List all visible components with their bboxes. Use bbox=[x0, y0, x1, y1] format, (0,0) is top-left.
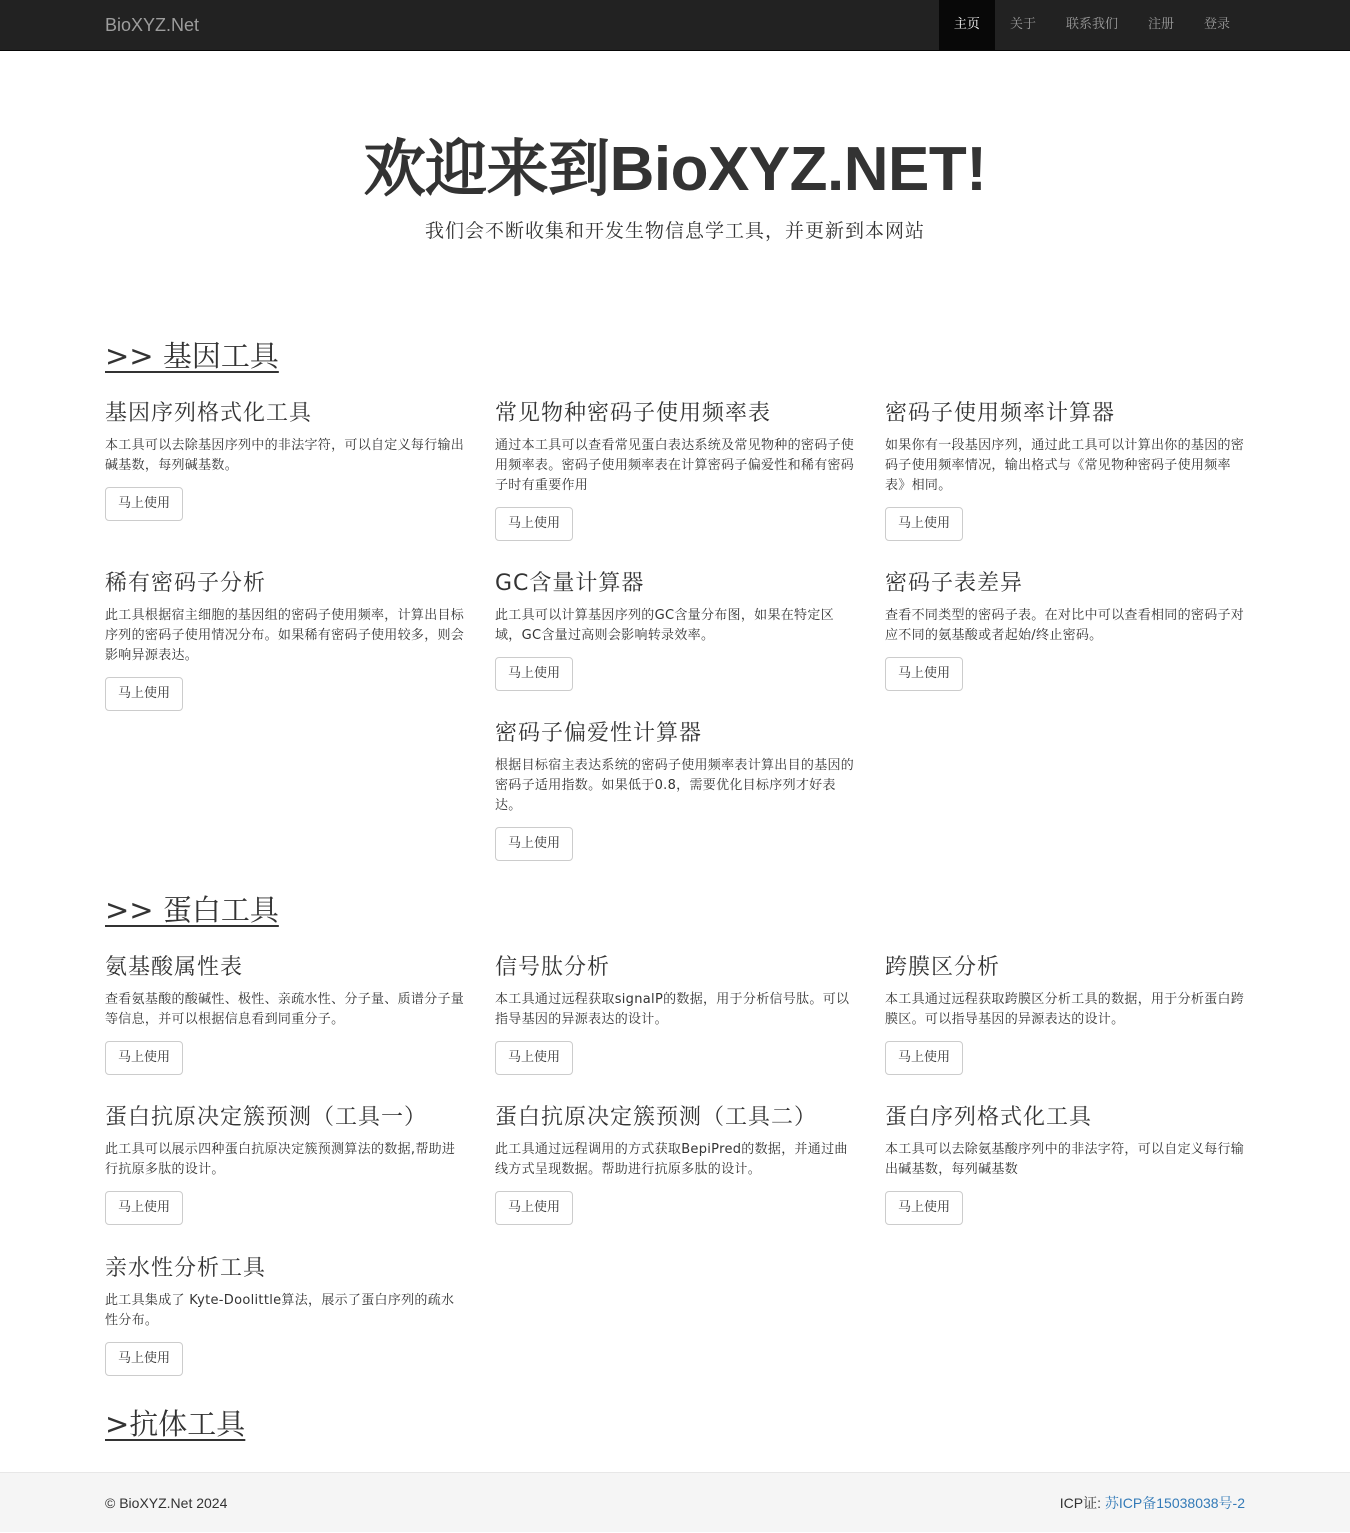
tool-title: 基因序列格式化工具 bbox=[105, 401, 313, 426]
tool-title: 常见物种密码子使用频率表 bbox=[495, 401, 772, 426]
tool-card bbox=[105, 569, 465, 711]
tool-title: GC含量计算器 bbox=[495, 571, 645, 596]
tool-title: 亲水性分析工具 bbox=[105, 1256, 267, 1281]
footer bbox=[0, 1472, 1350, 1532]
tool-description: 通过本工具可以查看常见蛋白表达系统及常见物种的密码子使用频率表。密码子使用频率表在计算密码子偏爱性和稀有密码子时有重要作用 bbox=[495, 438, 855, 493]
tool-card bbox=[885, 953, 1245, 1075]
tool-title: 氨基酸属性表 bbox=[105, 955, 244, 980]
tool-title: 密码子表差异 bbox=[885, 571, 1024, 596]
tool-description: 查看氨基酸的酸碱性、极性、亲疏水性、分子量、质谱分子量等信息，并可以根据信息看到同重分子。 bbox=[105, 992, 465, 1027]
use-now-button[interactable]: 马上使用 bbox=[105, 1041, 183, 1075]
tool-description: 查看不同类型的密码子表。在对比中可以查看相同的密码子对应不同的氨基酸或者起始/终止密码。 bbox=[885, 608, 1245, 643]
use-now-button[interactable]: 马上使用 bbox=[495, 1041, 573, 1075]
use-now-button[interactable]: 马上使用 bbox=[495, 507, 573, 541]
tool-title: 信号肽分析 bbox=[495, 955, 611, 980]
tool-card bbox=[105, 399, 465, 521]
nav-item-login[interactable]: 登录 bbox=[1203, 17, 1230, 32]
use-now-button[interactable]: 马上使用 bbox=[885, 1191, 963, 1225]
tool-title: 蛋白抗原决定簇预测（工具一） bbox=[105, 1105, 428, 1130]
tool-card bbox=[885, 569, 1245, 691]
section-title-gene: >> 基因工具 bbox=[105, 339, 279, 373]
use-now-button[interactable]: 马上使用 bbox=[105, 1342, 183, 1376]
tool-description: 本工具可以去除氨基酸序列中的非法字符，可以自定义每行输出碱基数，每列碱基数 bbox=[885, 1142, 1245, 1177]
icp-link[interactable]: 苏ICP备15038038号-2 bbox=[1104, 1495, 1245, 1511]
use-now-button[interactable]: 马上使用 bbox=[105, 487, 183, 521]
tool-description: 此工具通过远程调用的方式获取BepiPred的数据，并通过曲线方式呈现数据。帮助进行抗原多肽的设计。 bbox=[495, 1142, 848, 1177]
footer-copyright: © BioXYZ.Net 2024 bbox=[105, 1495, 228, 1511]
nav-item-register[interactable]: 注册 bbox=[1147, 17, 1174, 32]
tool-card bbox=[495, 953, 855, 1075]
tool-title: 蛋白序列格式化工具 bbox=[885, 1105, 1093, 1130]
section-title-antibody: >抗体工具 bbox=[105, 1407, 246, 1441]
brand-link[interactable]: BioXYZ.Net bbox=[105, 15, 200, 35]
tool-description: 本工具可以去除基因序列中的非法字符，可以自定义每行输出碱基数，每列碱基数。 bbox=[105, 438, 465, 473]
tool-card bbox=[105, 1103, 465, 1225]
tool-card bbox=[105, 953, 465, 1075]
hero-title: 欢迎来到BioXYZ.NET! bbox=[363, 135, 987, 204]
tool-description: 此工具可以计算基因序列的GC含量分布图，如果在特定区域，GC含量过高则会影响转录效率。 bbox=[495, 608, 834, 643]
tool-title: 蛋白抗原决定簇预测（工具二） bbox=[495, 1105, 818, 1130]
use-now-button[interactable]: 马上使用 bbox=[495, 1191, 573, 1225]
tool-card bbox=[495, 569, 855, 691]
tool-card bbox=[885, 399, 1245, 541]
hero-subtitle: 我们会不断收集和开发生物信息学工具，并更新到本网站 bbox=[424, 220, 925, 242]
tool-card bbox=[495, 1103, 855, 1225]
tool-description: 此工具可以展示四种蛋白抗原决定簇预测算法的数据,帮助进行抗原多肽的设计。 bbox=[105, 1142, 456, 1177]
tool-description: 如果你有一段基因序列，通过此工具可以计算出你的基因的密码子使用频率情况，输出格式与《常见物种密码子使用频率表》相同。 bbox=[885, 438, 1245, 493]
navbar bbox=[0, 0, 1350, 51]
tool-card bbox=[885, 1103, 1245, 1225]
tool-description: 本工具通过远程获取signalP的数据，用于分析信号肽。可以指导基因的异源表达的设计。 bbox=[495, 992, 850, 1027]
tool-title: 密码子偏爱性计算器 bbox=[495, 721, 703, 746]
nav-menu bbox=[939, 0, 1245, 50]
use-now-button[interactable]: 马上使用 bbox=[885, 507, 963, 541]
tool-description: 此工具集成了 Kyte-Doolittle算法，展示了蛋白序列的疏水性分布。 bbox=[105, 1293, 455, 1328]
tool-description: 此工具根据宿主细胞的基因组的密码子使用频率，计算出目标序列的密码子使用情况分布。如果稀有密码子使用较多，则会影响异源表达。 bbox=[105, 608, 465, 663]
use-now-button[interactable]: 马上使用 bbox=[885, 1041, 963, 1075]
footer-icp bbox=[1060, 1473, 1245, 1533]
nav-item-contact[interactable]: 联系我们 bbox=[1065, 17, 1118, 32]
tool-title: 稀有密码子分析 bbox=[105, 571, 267, 596]
use-now-button[interactable]: 马上使用 bbox=[495, 827, 573, 861]
tool-description: 本工具通过远程获取跨膜区分析工具的数据，用于分析蛋白跨膜区。可以指导基因的异源表达的设计。 bbox=[885, 992, 1245, 1027]
use-now-button[interactable]: 马上使用 bbox=[105, 677, 183, 711]
tool-card bbox=[105, 1254, 465, 1376]
tool-title: 密码子使用频率计算器 bbox=[885, 401, 1116, 426]
use-now-button[interactable]: 马上使用 bbox=[885, 657, 963, 691]
tool-description: 根据目标宿主表达系统的密码子使用频率表计算出目的基因的密码子适用指数。如果低于0.8，需要优化目标序列才好表达。 bbox=[495, 758, 855, 813]
tool-card bbox=[495, 399, 855, 541]
section-title-protein: >> 蛋白工具 bbox=[105, 893, 279, 927]
use-now-button[interactable]: 马上使用 bbox=[105, 1191, 183, 1225]
use-now-button[interactable]: 马上使用 bbox=[495, 657, 573, 691]
tool-card bbox=[495, 719, 855, 861]
tool-title: 跨膜区分析 bbox=[885, 955, 1001, 980]
nav-item-home[interactable]: 主页 bbox=[939, 0, 995, 50]
icp-label: ICP证: bbox=[1059, 1495, 1105, 1511]
nav-item-about[interactable]: 关于 bbox=[1009, 17, 1036, 32]
